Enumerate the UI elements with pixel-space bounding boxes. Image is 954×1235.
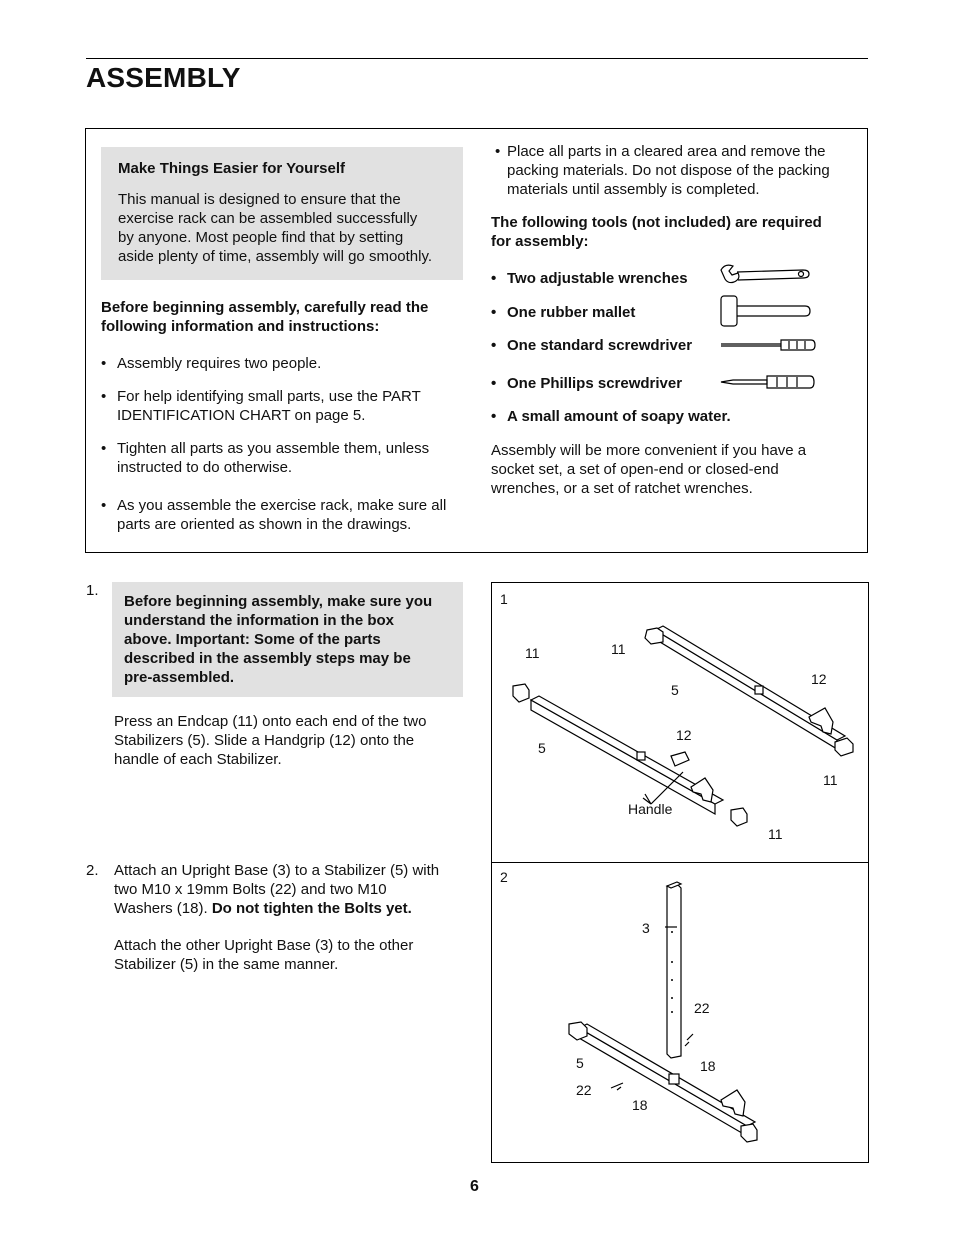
bracket [637,752,645,760]
tip-title: Make Things Easier for Yourself [118,160,346,177]
upright-base [667,884,681,1058]
list-item: • As you assemble the exercise rack, make sure all parts are oriented as shown in the drawings. [101,497,447,533]
page-title: ASSEMBLY [86,62,241,93]
step1-text: Press an Endcap (11) onto each end of the two Stabilizers (5). Slide a Handgrip (12) onto the handle of each Stabilizer. [114,713,427,768]
stabilizer-rail [579,1028,747,1136]
mallet-icon [721,296,810,326]
step2-text: Attach an Upright Base (3) to a Stabilizer (5) with two M10 x 19mm Bolts (22) and two M10 Washers (18). Do not tighten the Bolts yet. [114,862,440,917]
part-label: 18 [700,1058,716,1074]
tool-item: • One rubber mallet [491,304,636,321]
part-label: 18 [632,1097,648,1113]
part-label: 12 [676,727,692,743]
part-label: 22 [576,1082,592,1098]
endcap [741,1124,757,1142]
part-label: Handle [628,801,673,817]
bracket [755,686,763,694]
tool-item: • One standard screwdriver [491,337,693,354]
part-label: 5 [538,740,546,756]
list-item: • Tighten all parts as you assemble them, unless instructed to do otherwise. [101,440,430,476]
step2-text-2: Attach the other Upright Base (3) to the other Stabilizer (5) in the same manner. [114,937,414,973]
part-label: 11 [823,772,838,788]
handgrip [671,752,689,766]
endcap [645,628,663,644]
part-label: 11 [525,645,540,661]
phillips-screwdriver-icon [721,376,814,388]
page-number: 6 [470,1178,479,1195]
figure-2-drawing [491,862,869,1163]
bolt [611,1083,623,1090]
endcap [835,738,853,756]
step-number: 2. [86,862,99,879]
before-heading: Before beginning assembly, carefully read the following information and instructions: [101,299,429,335]
part-label: 11 [768,826,783,842]
tools-illustration [715,262,815,397]
tool-item: • One Phillips screwdriver [491,375,683,392]
part-label: 5 [576,1055,584,1071]
endcap [569,1022,587,1040]
part-label: 22 [694,1000,710,1016]
figure-number: 2 [500,869,508,885]
part-label: 12 [811,671,827,687]
part-label: 5 [671,682,679,698]
list-item: • Assembly requires two people. [101,355,322,372]
list-item: • For help identifying small parts, use the PART IDENTIFICATION CHART on page 5. [101,388,421,424]
tools-heading: The following tools (not included) are required for assembly: [491,214,822,250]
wrench-icon [721,265,809,282]
part-label: 11 [611,641,626,657]
convenience-text: Assembly will be more convenient if you have a socket set, a set of open-end or closed-end wrenches, or a set of ratchet wrenches. [491,442,807,497]
part-label: 3 [642,920,650,936]
endcap [513,684,529,702]
tool-item: • A small amount of soapy water. [491,408,731,425]
screwdriver-icon [721,340,815,350]
tool-item: • Two adjustable wrenches [491,270,688,287]
tip-text: This manual is designed to ensure that the exercise rack can be assembled successfully by anyone. Most people find that by setting aside plenty of time, assembly will go smoothly. [118,191,433,265]
step-number: 1. [86,582,99,599]
figure-1-drawing [491,582,869,863]
step1-note: Before beginning assembly, make sure you understand the information in the box above. Important: Some of the parts described in the assembly steps may be pre-assembled. [124,593,433,686]
bolt [685,1034,693,1046]
endcap [731,808,747,826]
list-item: • Place all parts in a cleared area and remove the packing materials. Do not dispose of the packing materials until assembly is completed. [495,143,830,198]
figure-number: 1 [500,591,508,607]
top-rule [86,58,868,59]
